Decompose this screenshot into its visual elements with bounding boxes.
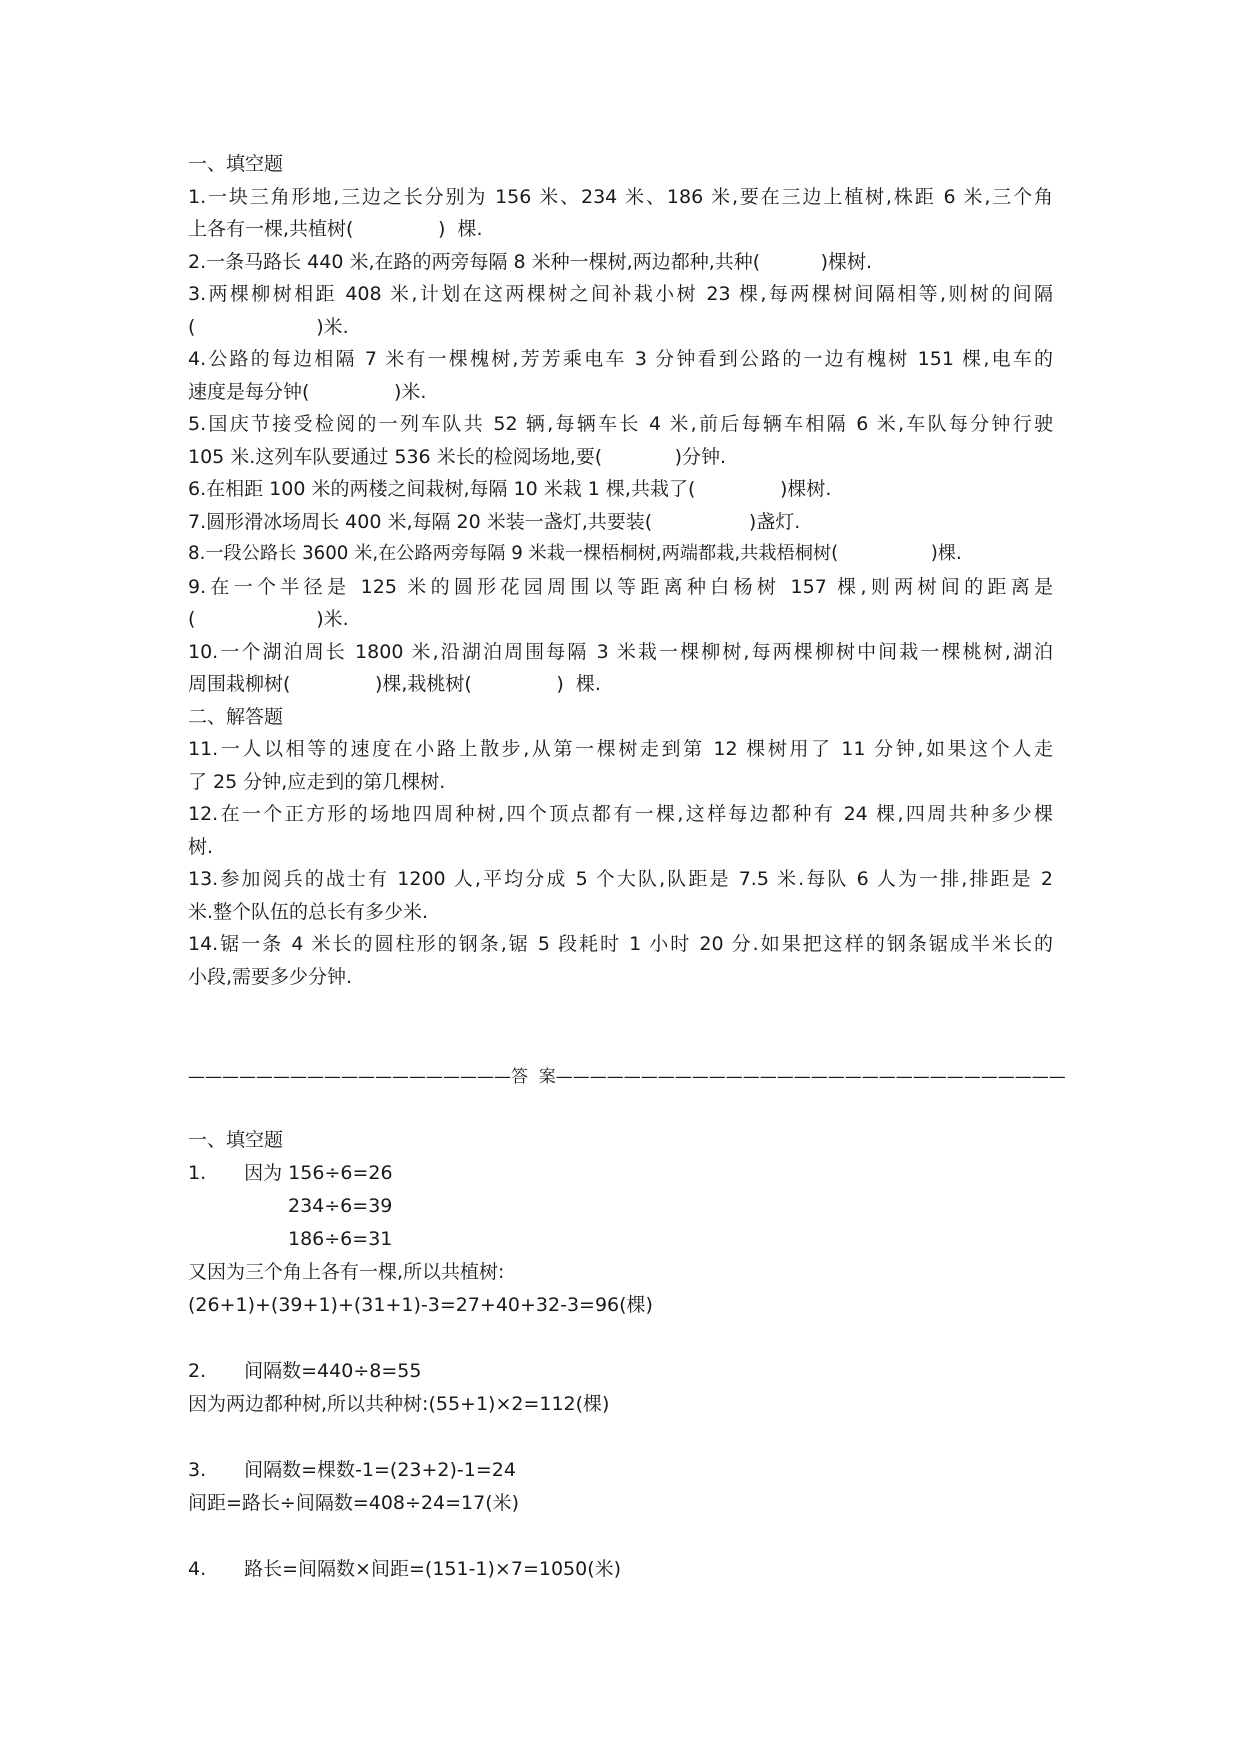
answer-3-text-1: 间隔数=棵数-1=(23+2)-1=24 [244, 1459, 516, 1481]
answer-1-number: 1. [188, 1162, 207, 1184]
answer-1-line-2: 234÷6=39 [288, 1195, 393, 1217]
answer-3-number: 3. [188, 1459, 207, 1481]
question-4-line-1: 4.公路的每边相隔 7 米有一棵槐树,芳芳乘电车 3 分钟看到公路的一边有槐树 151 棵,电车的 [188, 348, 1053, 370]
answer-4-line-1 [188, 1553, 1053, 1586]
question-14-line-1: 14.锯一条 4 米长的圆柱形的钢条,锯 5 段耗时 1 小时 20 分.如果把这样的钢条锯成半米长的 [188, 933, 1053, 955]
answer-2-text-1: 间隔数=440÷8=55 [244, 1360, 422, 1382]
answer-4-text-1: 路长=间隔数×间距=(151-1)×7=1050(米) [244, 1558, 622, 1580]
answer-2-number: 2. [188, 1360, 207, 1382]
answers-section [188, 1124, 1053, 1586]
answer-1-line-5: (26+1)+(39+1)+(31+1)-3=27+40+32-3=96(棵) [188, 1294, 653, 1316]
answer-3-line-1 [188, 1454, 1053, 1487]
question-13-line-2: 米.整个队伍的总长有多少米. [188, 900, 429, 923]
question-14-line-2: 小段,需要多少分钟. [188, 965, 353, 988]
question-5-line-1: 5.国庆节接受检阅的一列车队共 52 辆,每辆车长 4 米,前后每辆车相隔 6 米,车队每分钟行驶 [188, 413, 1053, 435]
answer-divider: ———————————————————答 案—————————————————————————————— [188, 1067, 1066, 1087]
question-3-line-2: ( )米. [188, 315, 349, 338]
question-12-line-1: 12.在一个正方形的场地四周种树,四个顶点都有一棵,这样每边都种有 24 棵,四周共种多少棵 [188, 803, 1053, 825]
question-9-line-2: ( )米. [188, 608, 349, 630]
answer-4-number: 4. [188, 1558, 207, 1580]
answer-3-line-2: 间距=路长÷间隔数=408÷24=17(米) [188, 1492, 520, 1514]
answer-2-line-2: 因为两边都种树,所以共种树:(55+1)×2=112(棵) [188, 1393, 610, 1415]
spacer [188, 1520, 1053, 1553]
question-3-line-1: 3.两棵柳树相距 408 米,计划在这两棵树之间补栽小树 23 棵,每两棵树间隔相等,则树的间隔 [188, 283, 1053, 305]
question-4-line-2: 速度是每分钟( )米. [188, 380, 427, 403]
question-12-line-2: 树. [188, 835, 214, 858]
section-title-solve: 二、解答题 [188, 705, 284, 728]
questions-section [188, 148, 1053, 993]
section-title-fill-in: 一、填空题 [188, 153, 284, 175]
answer-2-line-1 [188, 1355, 1053, 1388]
question-10-line-2: 周围栽柳树( )棵,栽桃树( ) 棵. [188, 673, 601, 695]
answer-1-line-1 [188, 1157, 1053, 1190]
question-11-line-2: 了 25 分钟,应走到的第几棵树. [188, 770, 446, 793]
question-1-line-2: 上各有一棵,共植树( ) 棵. [188, 218, 483, 240]
answers-section-title: 一、填空题 [188, 1129, 284, 1151]
question-1-line-1: 1.一块三角形地,三边之长分别为 156 米、234 米、186 米,要在三边上植树,株距 6 米,三个角 [188, 185, 1053, 208]
spacer [188, 1421, 1053, 1454]
question-8: 8.一段公路长 3600 米,在公路两旁每隔 9 米栽一棵梧桐树,两端都栽,共栽梧桐树( )棵. [188, 543, 962, 564]
question-13-line-1: 13.参加阅兵的战士有 1200 人,平均分成 5 个大队,队距是 7.5 米.每队 6 人为一排,排距是 2 [188, 868, 1053, 890]
question-10-line-1: 10.一个湖泊周长 1800 米,沿湖泊周围每隔 3 米栽一棵柳树,每两棵柳树中间栽一棵桃树,湖泊 [188, 640, 1053, 663]
question-2: 2.一条马路长 440 米,在路的两旁每隔 8 米种一棵树,两边都种,共种( )棵树. [188, 250, 873, 273]
question-11-line-1: 11.一人以相等的速度在小路上散步,从第一棵树走到第 12 棵树用了 11 分钟,如果这个人走 [188, 738, 1053, 760]
answer-1-line-3: 186÷6=31 [288, 1228, 393, 1250]
answer-1-line-4: 又因为三个角上各有一棵,所以共植树: [188, 1261, 505, 1283]
answer-1-text-1: 因为 156÷6=26 [244, 1162, 393, 1184]
question-7: 7.圆形滑冰场周长 400 米,每隔 20 米装一盏灯,共要装( )盏灯. [188, 510, 801, 533]
question-6: 6.在相距 100 米的两楼之间栽树,每隔 10 米栽 1 棵,共栽了( )棵树. [188, 478, 832, 500]
spacer [188, 1322, 1053, 1355]
question-9-line-1: 9.在一个半径是 125 米的圆形花园周围以等距离种白杨树 157 棵,则两树间的距离是 [188, 575, 1053, 598]
question-5-line-2: 105 米.这列车队要通过 536 米长的检阅场地,要( )分钟. [188, 445, 727, 468]
